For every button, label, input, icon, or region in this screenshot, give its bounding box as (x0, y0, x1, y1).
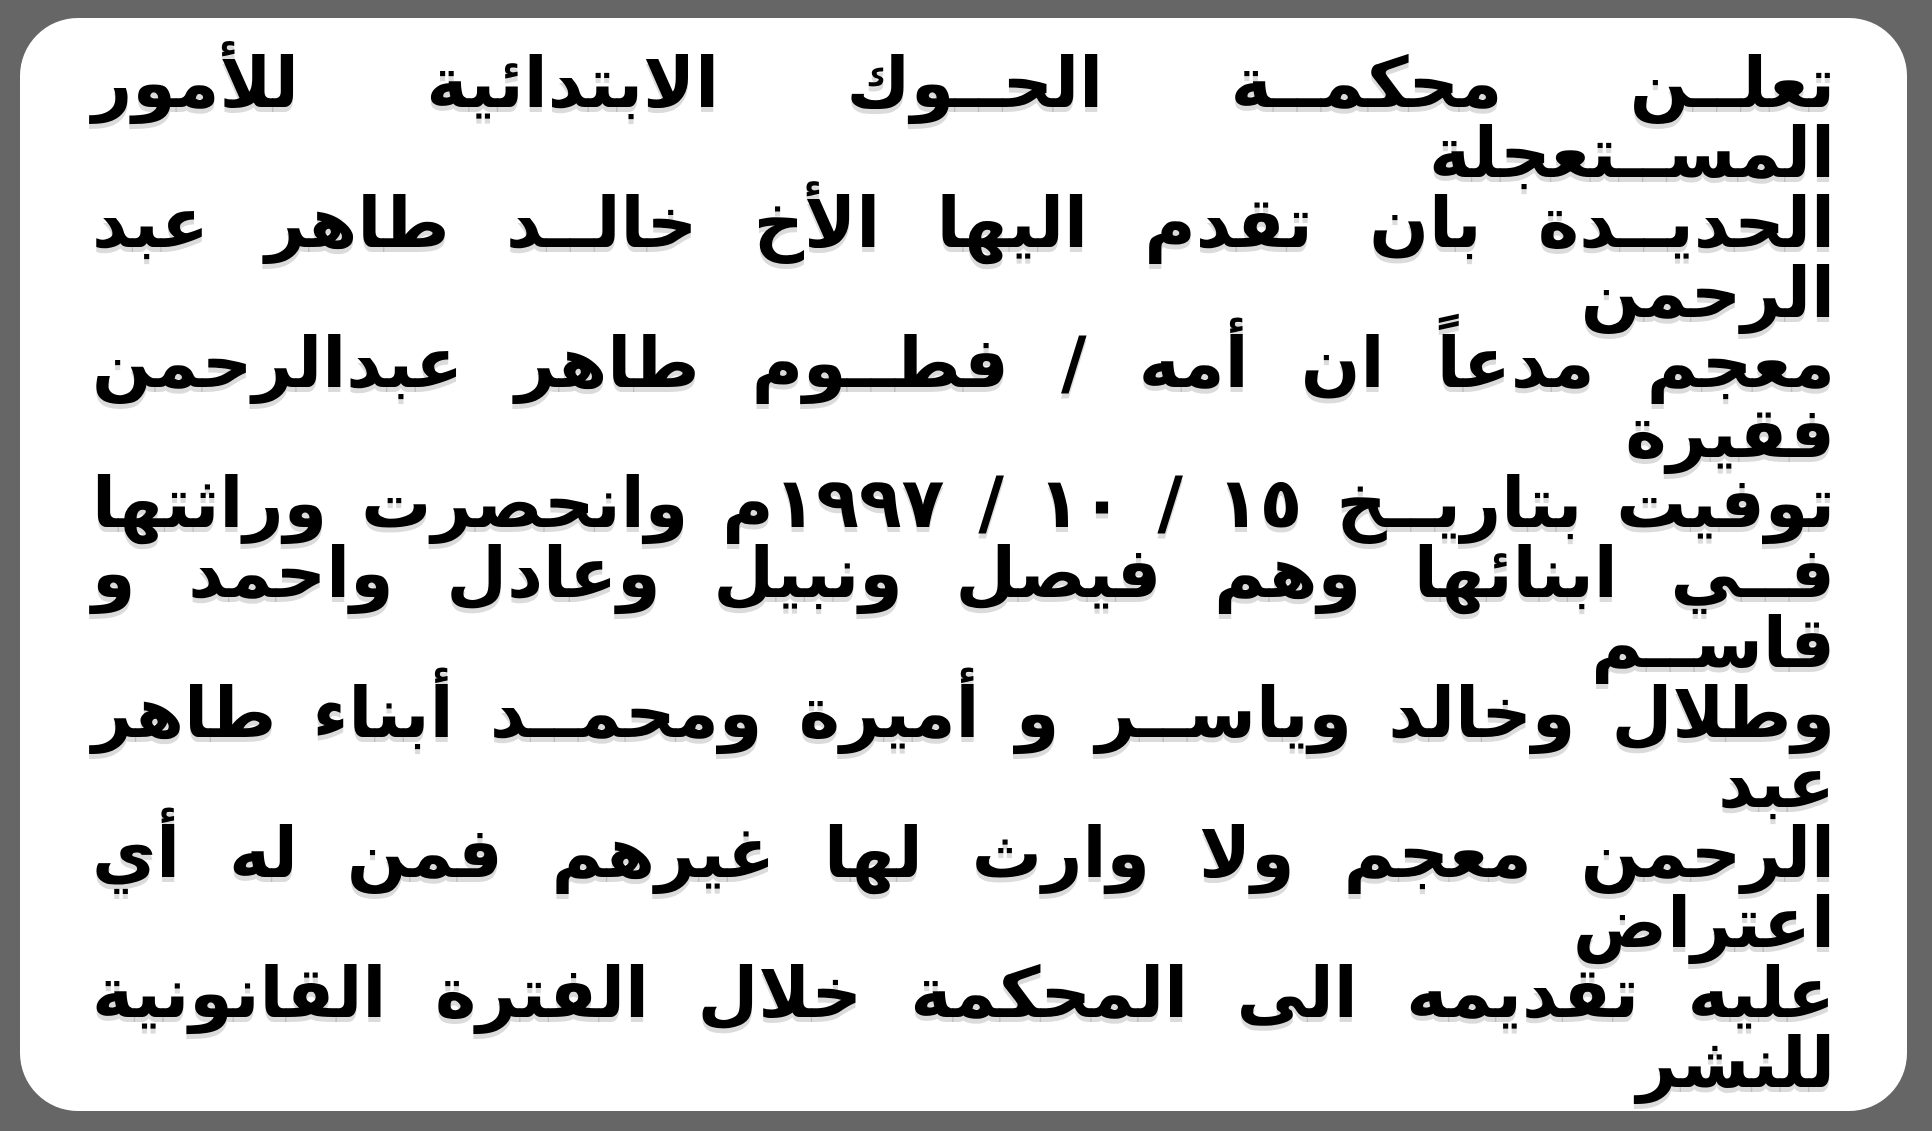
notice-line-7: الرحمن معجم ولا وارث لها غيرهم فمن له أي اعتراض (92, 812, 1835, 964)
notice-card (20, 18, 1907, 1111)
notice-line-8: عليه تقديمه الى المحكمة خلال الفترة القانونية للنشر (92, 952, 1835, 1104)
notice-text (92, 42, 1835, 1104)
notice-line-5: فــي ابنائها وهم فيصل ونبيل وعادل واحمد و قاســم (92, 532, 1835, 684)
notice-line-1: تعلــن محكمــة الحــوك الابتدائية للأمور المســتعجلة (92, 42, 1835, 194)
notice-line-6: وطلال وخالد وياســر و أميرة ومحمــد أبناء طاهر عبد (92, 672, 1835, 824)
notice-line-4: توفيت بتاريــخ ١٥ / ١٠ / ١٩٩٧م وانحصرت وراثتها (92, 462, 1835, 544)
notice-line-2: الحديــدة بان تقدم اليها الأخ خالــد طاهر عبد الرحمن (92, 182, 1835, 334)
notice-line-3: معجم مدعاً ان أمه / فطــوم طاهر عبدالرحمن فقيرة (92, 322, 1835, 474)
